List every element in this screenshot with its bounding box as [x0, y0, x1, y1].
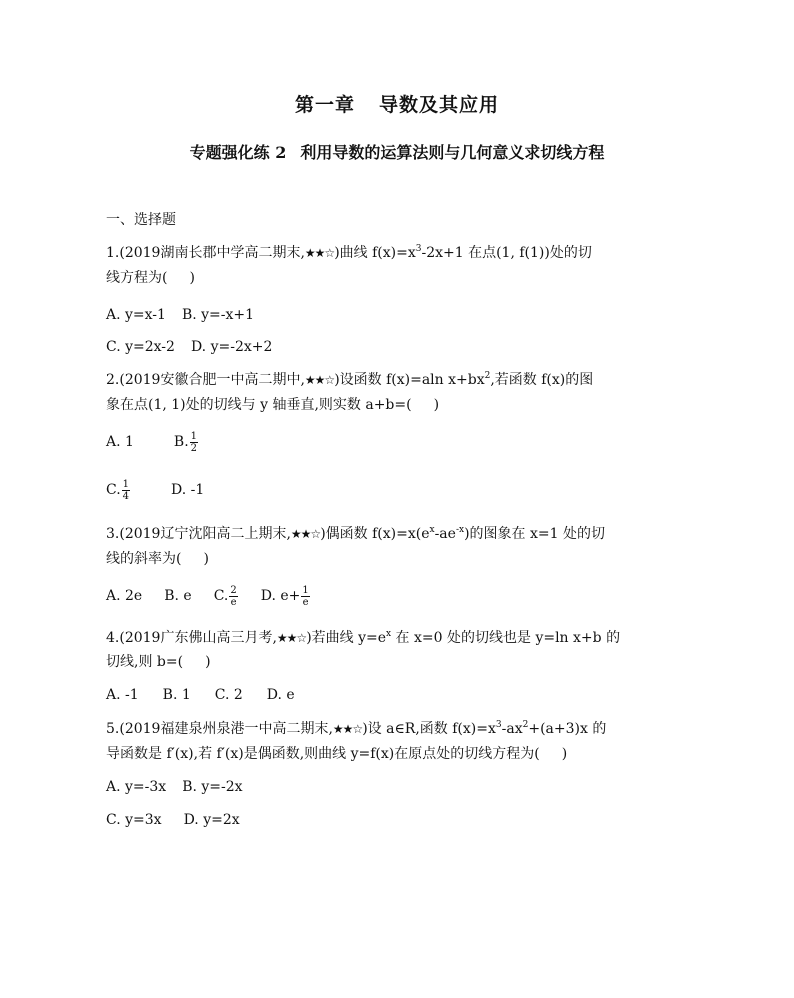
superscript: 2	[484, 371, 491, 381]
question-1-options-row-1	[106, 305, 270, 325]
answer-paren: )	[203, 551, 209, 567]
question-1-line-2	[106, 268, 195, 288]
option-c[interactable]	[213, 584, 239, 608]
subtitle-label: 专题强化练 2	[189, 143, 287, 162]
question-1-options-row-2	[106, 337, 288, 357]
question-1-line-1	[106, 243, 592, 263]
fraction-denominator: e	[302, 596, 309, 608]
superscript: x	[429, 525, 435, 535]
superscript: 3	[415, 244, 422, 254]
superscript: 2	[522, 720, 529, 730]
question-text: 线的斜率为(	[106, 551, 182, 567]
option-b[interactable]	[173, 430, 199, 454]
question-text: )若曲线 y=e	[306, 630, 387, 646]
option-a[interactable]: A. y=-3x	[106, 779, 167, 795]
question-5-line-1	[106, 719, 606, 739]
question-number: 2.	[106, 372, 120, 388]
question-4-line-2	[106, 652, 211, 672]
option-b[interactable]: B. y=-2x	[182, 779, 243, 795]
option-c[interactable]	[106, 478, 131, 502]
option-a[interactable]: A. y=x-1	[106, 307, 166, 323]
option-d[interactable]: D. y=2x	[183, 812, 240, 828]
section-heading: 一、选择题	[106, 212, 176, 228]
question-source: (2019辽宁沈阳高二上期末,	[119, 526, 291, 542]
question-2-line-2	[106, 395, 439, 415]
question-source: (2019福建泉州泉港一中高二期末,	[119, 721, 333, 737]
option-d-label: D. e+	[260, 588, 301, 604]
answer-paren: )	[433, 397, 440, 413]
fraction-numerator: 2	[230, 584, 237, 596]
question-5-options-row-2	[106, 810, 256, 830]
question-3-options	[106, 584, 311, 608]
question-text: -ae	[434, 526, 456, 542]
answer-paren: )	[205, 654, 211, 670]
superscript: 3	[495, 720, 502, 730]
option-c-label: C.	[213, 588, 229, 604]
fraction-numerator: 1	[122, 478, 130, 490]
fraction	[122, 479, 130, 502]
answer-paren: )	[189, 270, 195, 286]
fraction-numerator: 1	[190, 430, 198, 442]
chapter-number: 第一章	[294, 94, 355, 116]
question-5-options-row-1	[106, 777, 259, 797]
option-b[interactable]: B. 1	[162, 687, 191, 703]
chapter-title	[0, 90, 794, 117]
question-number: 3.	[106, 526, 120, 542]
question-source: (2019湖南长郡中学高二期末,	[119, 245, 305, 261]
option-d[interactable]: D. -1	[171, 482, 205, 498]
option-b[interactable]: B. y=-x+1	[181, 307, 255, 323]
option-c[interactable]: C. 2	[214, 687, 243, 703]
question-5-line-2	[106, 744, 567, 764]
difficulty-stars-icon: ★★☆	[332, 722, 363, 736]
fraction-denominator: e	[230, 596, 237, 608]
question-text: )偶函数 f(x)=x(e	[320, 526, 430, 542]
superscript: -x	[455, 525, 465, 535]
fraction-denominator: 2	[190, 442, 198, 454]
option-b[interactable]: B. e	[164, 588, 192, 604]
difficulty-stars-icon: ★★☆	[304, 246, 335, 260]
question-3-line-2	[106, 549, 209, 569]
option-c-label: C.	[106, 482, 121, 498]
difficulty-stars-icon: ★★☆	[290, 527, 321, 541]
question-2-options-row-2	[106, 478, 220, 502]
option-a[interactable]: A. -1	[106, 687, 139, 703]
question-text: +(a+3)x 的	[528, 721, 607, 737]
question-text: 线方程为(	[106, 270, 168, 286]
question-number: 1.	[106, 245, 120, 261]
question-3-line-1	[106, 524, 605, 544]
question-text: 在 x=0 处的切线也是 y=ln x+b 的	[391, 630, 621, 646]
option-a[interactable]: A. 2e	[106, 588, 143, 604]
option-c[interactable]: C. y=2x-2	[106, 339, 175, 355]
question-text: -2x+1 在点(1, f(1))处的切	[421, 245, 592, 261]
question-text: )曲线 f(x)=x	[334, 245, 416, 261]
fraction	[190, 431, 198, 454]
fraction	[229, 585, 237, 608]
question-source: (2019广东佛山高三月考,	[119, 630, 277, 646]
fraction-numerator: 1	[302, 584, 309, 596]
question-number: 5.	[106, 721, 120, 737]
option-c[interactable]: C. y=3x	[106, 812, 162, 828]
fraction	[301, 585, 309, 608]
section-subtitle	[0, 140, 794, 163]
option-a[interactable]: A. 1	[106, 434, 134, 450]
question-text: )设函数 f(x)=aln x+bx	[334, 372, 485, 388]
option-b-label: B.	[173, 434, 189, 450]
superscript: x	[386, 629, 392, 639]
option-d[interactable]: D. e	[266, 687, 295, 703]
question-number: 4.	[106, 630, 120, 646]
question-text: )设 a∈R,函数 f(x)=x	[362, 721, 496, 737]
question-2-line-1	[106, 370, 593, 390]
question-text: 切线,则 b=(	[106, 654, 184, 670]
option-d[interactable]	[260, 584, 311, 608]
answer-paren: )	[561, 746, 568, 762]
difficulty-stars-icon: ★★☆	[304, 373, 335, 387]
fraction-denominator: 4	[122, 490, 130, 502]
question-4-options	[106, 685, 311, 705]
question-text: 象在点(1, 1)处的切线与 y 轴垂直,则实数 a+b=(	[106, 397, 412, 413]
question-source: (2019安徽合肥一中高二期中,	[119, 372, 305, 388]
question-text: -ax	[501, 721, 523, 737]
question-text: ,若函数 f(x)的图	[490, 372, 594, 388]
option-d[interactable]: D. y=-2x+2	[190, 339, 273, 355]
difficulty-stars-icon: ★★☆	[276, 631, 307, 645]
question-2-options-row-1	[106, 430, 199, 454]
question-text: )的图象在 x=1 处的切	[464, 526, 605, 542]
question-4-line-1	[106, 628, 620, 648]
chapter-name: 导数及其应用	[379, 94, 500, 116]
question-text: 导函数是 f′(x),若 f′(x)是偶函数,则曲线 y=f(x)在原点处的切线方程为(	[106, 746, 540, 762]
subtitle-topic: 利用导数的运算法则与几何意义求切线方程	[300, 143, 605, 162]
